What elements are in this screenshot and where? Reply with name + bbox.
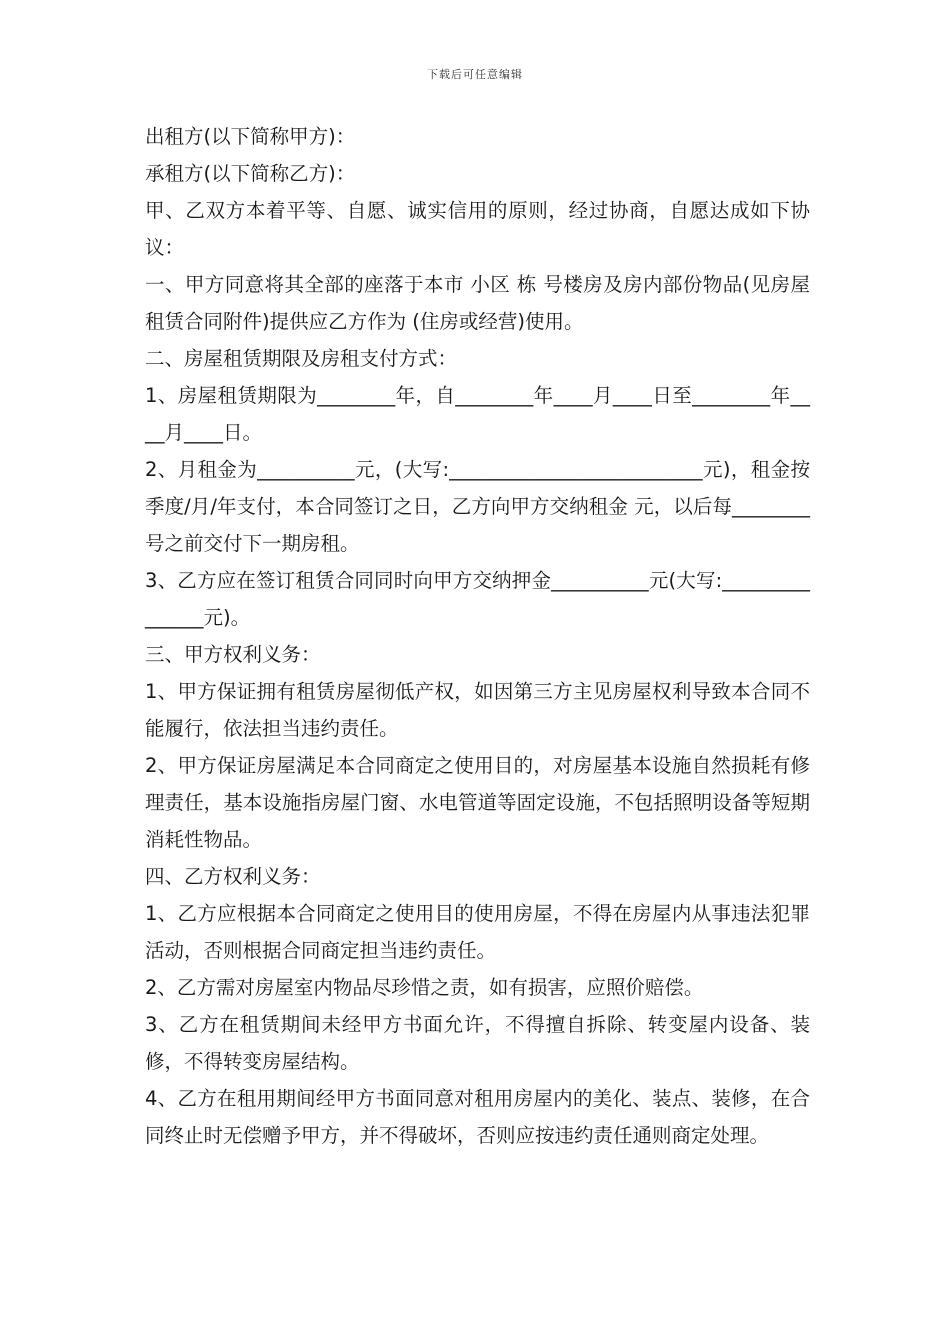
section-heading-term: 二、房屋租赁期限及房租支付方式： <box>145 347 458 370</box>
paragraph-lessee-duty-1: 1、乙方应根据本合同商定之使用目的使用房屋，不得在房屋内从事违法犯罪活动，否则根据合同商定担当违约责任。 <box>145 902 810 962</box>
paragraph-lessor-duty-1: 1、甲方保证拥有租赁房屋彻低产权，如因第三方主见房屋权利导致本合同不能履行，依法担当违约责任。 <box>145 680 810 740</box>
paragraph-lessor: 出租方(以下简称甲方)： <box>145 125 356 148</box>
paragraph-rent: 2、月租金为__________元，(大写:__________________________元)，租金按季度/月/年支付，本合同签订之日，乙方向甲方交纳租金 元，以后每________ 号之前交付下一期房租。 <box>145 458 810 555</box>
paragraph-lessee-duty-2: 2、乙方需对房屋室内物品尽珍惜之责，如有损害，应照价赔偿。 <box>145 976 704 999</box>
section-heading-lessor-duties: 三、甲方权利义务： <box>145 643 321 666</box>
contract-body <box>145 118 810 1154</box>
paragraph-clause-1: 一、甲方同意将其全部的座落于本市 小区 栋 号楼房及房内部份物品(见房屋租赁合同附件)提供应乙方作为 (住房或经营)使用。 <box>145 273 810 333</box>
section-heading-lessee-duties: 四、乙方权利义务： <box>145 865 321 888</box>
paragraph-lessee: 承租方(以下简称乙方)： <box>145 162 356 185</box>
paragraph-deposit: 3、乙方应在签订租赁合同同时向甲方交纳押金__________元(大写:_______________元)。 <box>145 569 810 629</box>
paragraph-preamble: 甲、乙双方本着平等、自愿、诚实信用的原则，经过协商，自愿达成如下协议： <box>145 199 810 259</box>
paragraph-term: 1、房屋租赁期限为________年，自________年____月____日至________年____月____日。 <box>145 384 810 444</box>
paragraph-lessee-duty-3: 3、乙方在租赁期间未经甲方书面允许，不得擅自拆除、转变屋内设备、装修，不得转变房屋结构。 <box>145 1013 810 1073</box>
paragraph-lessee-duty-4: 4、乙方在租用期间经甲方书面同意对租用房屋内的美化、装点、装修，在合同终止时无偿赠予甲方，并不得破坏，否则应按违约责任通则商定处理。 <box>145 1087 810 1147</box>
page-header: 下载后可任意编辑 <box>427 68 523 81</box>
paragraph-lessor-duty-2: 2、甲方保证房屋满足本合同商定之使用目的，对房屋基本设施自然损耗有修理责任，基本设施指房屋门窗、水电管道等固定设施，不包括照明设备等短期消耗性物品。 <box>145 754 810 851</box>
